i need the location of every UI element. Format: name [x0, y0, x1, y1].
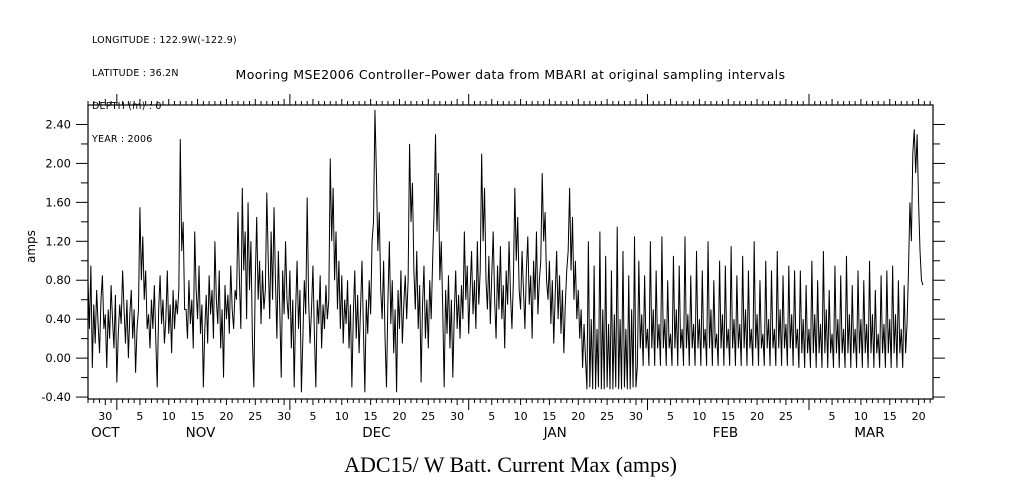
x-day-label: 30	[98, 410, 113, 423]
x-day-label: 25	[248, 410, 263, 423]
x-day-label: 30	[628, 410, 643, 423]
x-day-label: 15	[542, 410, 557, 423]
latitude-label: LATITUDE : 36.2N	[92, 68, 179, 79]
x-day-label: 25	[421, 410, 436, 423]
y-tick-label: -0.40	[41, 390, 71, 405]
x-day-label: 10	[513, 410, 528, 423]
y-tick-label: 0.80	[45, 273, 71, 288]
x-day-label: 15	[190, 410, 205, 423]
x-day-label: 25	[600, 410, 615, 423]
x-day-label: 20	[750, 410, 765, 423]
x-day-label: 25	[778, 410, 793, 423]
x-day-label: 20	[571, 410, 586, 423]
x-month-label: NOV	[185, 425, 216, 441]
x-day-label: 5	[136, 410, 144, 423]
y-tick-label: 0.40	[45, 312, 71, 327]
x-day-label: 5	[667, 410, 675, 423]
x-day-label: 5	[309, 410, 317, 423]
current-series-line	[88, 110, 923, 392]
x-day-label: 10	[853, 410, 868, 423]
x-day-label: 5	[828, 410, 836, 423]
x-day-label: 15	[363, 410, 378, 423]
x-day-label: 10	[692, 410, 707, 423]
x-day-label: 20	[392, 410, 407, 423]
y-axis-title: amps	[24, 230, 38, 263]
x-day-label: 15	[721, 410, 736, 423]
x-day-label: 20	[911, 410, 926, 423]
longitude-label: LONGITUDE : 122.9W(-122.9)	[92, 35, 237, 46]
x-day-label: 10	[161, 410, 176, 423]
y-tick-label: 1.20	[45, 234, 71, 249]
x-month-label: MAR	[854, 425, 885, 441]
x-day-label: 5	[488, 410, 496, 423]
y-tick-label: 0.00	[45, 351, 71, 366]
bottom-title: ADC15/ W Batt. Current Max (amps)	[344, 452, 677, 477]
x-month-label: JAN	[543, 425, 567, 441]
depth-label: DEPTH (m) : 0	[92, 101, 162, 112]
x-day-label: 30	[277, 410, 292, 423]
y-tick-label: 1.60	[45, 195, 71, 210]
chart-title: Mooring MSE2006 Controller–Power data from MBARI at original sampling intervals	[235, 67, 786, 82]
x-month-label: FEB	[712, 425, 739, 441]
x-month-label: DEC	[362, 425, 391, 441]
x-day-label: 15	[882, 410, 897, 423]
x-day-label: 30	[450, 410, 465, 423]
x-day-label: 20	[219, 410, 234, 423]
year-label: YEAR : 2006	[92, 134, 153, 145]
y-tick-label: 2.00	[45, 156, 71, 171]
y-tick-label: 2.40	[45, 117, 71, 132]
x-day-label: 10	[334, 410, 349, 423]
x-month-label: OCT	[91, 425, 120, 441]
